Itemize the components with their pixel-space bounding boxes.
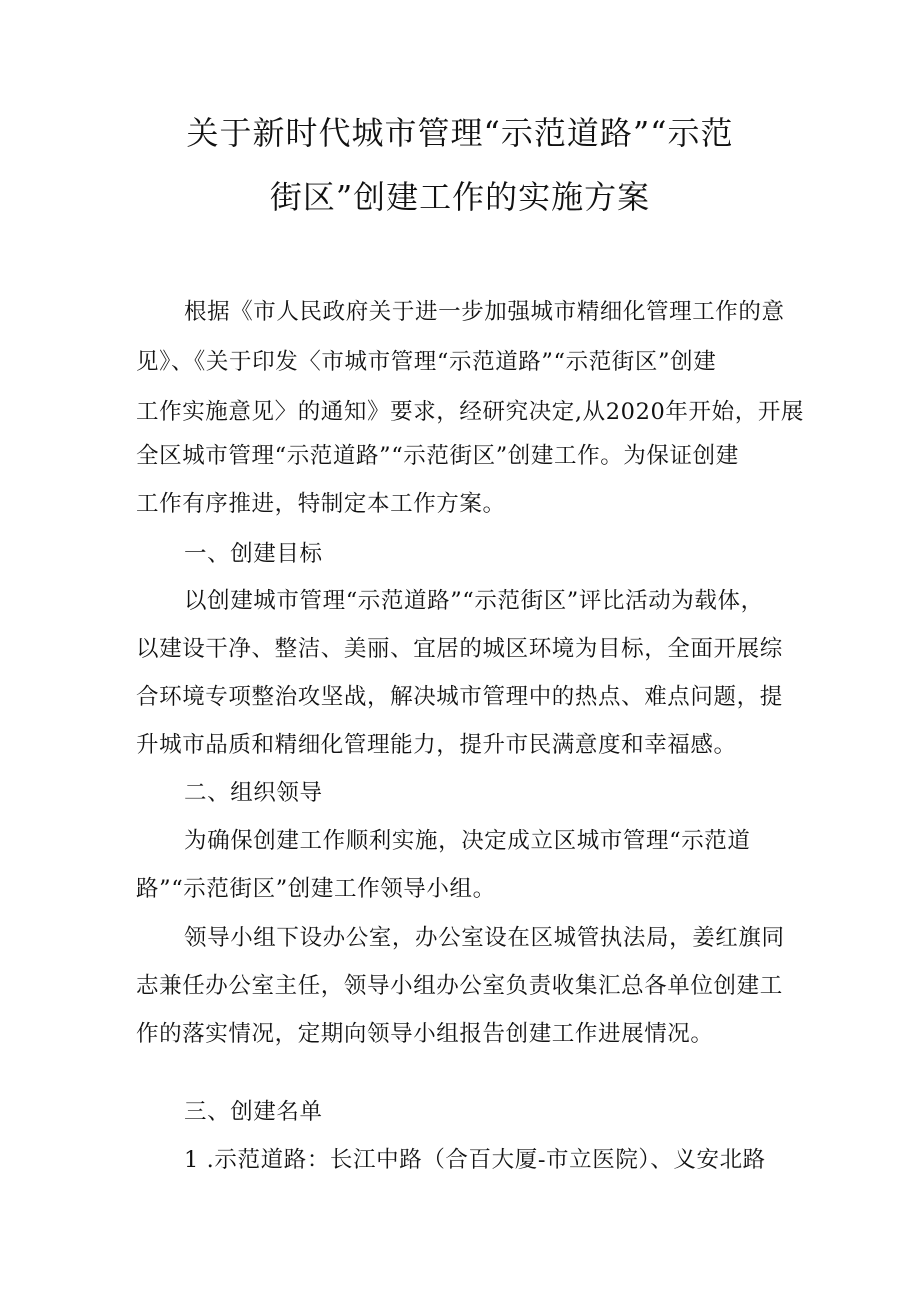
body-line: 见》、《关于印发〈市城市管理“示范道路”“示范街区”创建 <box>136 349 717 375</box>
section-heading: 二、组织领导 <box>184 780 323 806</box>
document-title-line-2: 街区”创建工作的实施方案 <box>269 178 651 216</box>
section-heading: 三、创建名单 <box>184 1099 323 1125</box>
body-line: 以创建城市管理“示范道路”“示范街区”评比活动为载体， <box>184 588 764 614</box>
body-line: 为确保创建工作顺利实施，决定成立区城市管理“示范道 <box>184 828 751 854</box>
body-line: 合环境专项整治攻坚战，解决城市管理中的热点、难点问题，提 <box>136 684 783 710</box>
body-line: 根据《市人民政府关于进一步加强城市精细化管理工作的意 <box>184 299 785 325</box>
body-line: 领导小组下设办公室，办公室设在区城管执法局，姜红旗同 <box>184 925 785 951</box>
list-item: 1 .示范道路：长江中路（合百大厦-市立医院）、义安北路 <box>184 1147 766 1173</box>
body-line: 全区城市管理“示范道路”“示范街区”创建工作。为保证创建 <box>136 443 739 469</box>
body-line: 工作有序推进，特制定本工作方案。 <box>136 491 506 517</box>
section-heading: 一、创建目标 <box>184 541 323 567</box>
body-line: 路”“示范街区”创建工作领导小组。 <box>136 876 496 902</box>
body-line: 工作实施意见〉的通知》要求，经研究决定,从2020年开始，开展 <box>136 399 805 425</box>
body-line: 升城市品质和精细化管理能力，提升市民满意度和幸福感。 <box>136 732 737 758</box>
body-line: 以建设干净、整洁、美丽、宜居的城区环境为目标，全面开展综 <box>136 636 783 662</box>
body-line: 作的落实情况，定期向领导小组报告创建工作进展情况。 <box>136 1021 714 1047</box>
body-line: 志兼任办公室主任，领导小组办公室负责收集汇总各单位创建工 <box>136 973 783 999</box>
document-title-line-1: 关于新时代城市管理“示范道路”“示范 <box>186 114 734 152</box>
